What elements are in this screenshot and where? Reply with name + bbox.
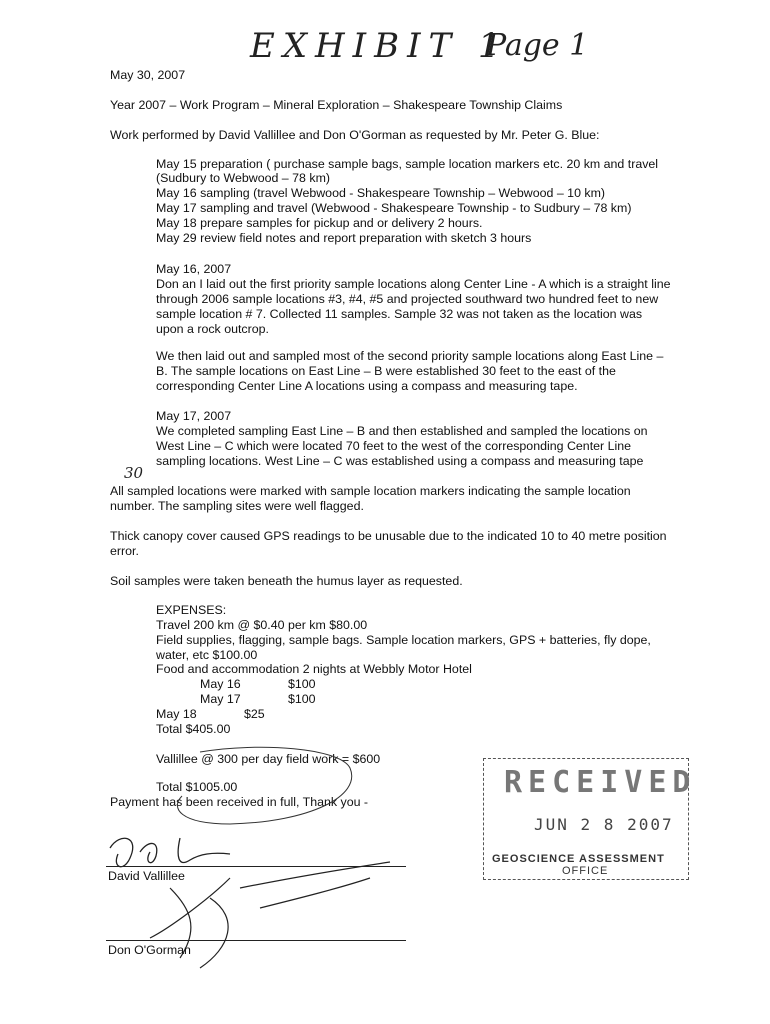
payment-line: Payment has been received in full, Thank you - [110,795,369,809]
signature-line-2 [106,940,406,941]
may17-date: May 17, 2007 [156,409,232,423]
may16-line: We then laid out and sampled most of the second priority sample locations along East Line – [156,349,664,363]
performed-by: Work performed by David Vallillee and Don O'Gorman as requested by Mr. Peter G. Blue: [110,128,600,142]
all-sampled-line: number. The sampling sites were well flagged. [110,499,364,513]
schedule-line: May 29 review field notes and report preparation with sketch 3 hours [156,231,532,245]
vallillee-line: Vallillee @ 300 per day field work = $600 [156,752,381,766]
expense-may18-label: May 18 [156,707,197,721]
exhibit-handwritten: EXHIBIT 1 [250,26,508,66]
letter-date: May 30, 2007 [110,68,186,82]
expense-supplies: Field supplies, flagging, sample bags. Sample location markers, GPS + batteries, fly dope, [156,633,651,647]
schedule-line: May 17 sampling and travel (Webwood - Shakespeare Township - to Sudbury – 78 km) [156,201,632,215]
grand-total: Total $1005.00 [156,780,238,794]
signature-don-ogorman [110,858,410,978]
handwritten-30: 30 [124,464,144,482]
stamp-date: JUN 2 8 2007 [534,815,674,834]
expense-may17-amount: $100 [288,692,316,706]
may17-line: We completed sampling East Line – B and then established and sampled the locations on [156,424,648,438]
may17-line: West Line – C which were located 70 feet to the west of the corresponding Center Line [156,439,632,453]
stamp-received-text: RECEIVED [504,765,697,800]
canopy-line: error. [110,544,139,558]
may16-line: B. The sample locations on East Line – B were established 30 feet to the east of the [156,364,616,378]
expense-travel: Travel 200 km @ $0.40 per km $80.00 [156,618,368,632]
expense-total: Total $405.00 [156,722,231,736]
schedule-line: May 18 prepare samples for pickup and or delivery 2 hours. [156,216,483,230]
schedule-line: May 15 preparation ( purchase sample bags, sample location markers etc. 20 km and travel [156,157,659,171]
expenses-heading: EXPENSES: [156,603,227,617]
may16-line: corresponding Center Line A locations using a compass and measuring tape. [156,379,578,393]
may17-line: sampling locations. West Line – C was established using a compass and measuring tape [156,454,644,468]
may16-date: May 16, 2007 [156,262,232,276]
may16-line: through 2006 sample locations #3, #4, #5 and projected southward two hundred feet to new [156,292,659,306]
schedule-line: May 16 sampling (travel Webwood - Shakespeare Township – Webwood – 10 km) [156,186,606,200]
expense-may16-amount: $100 [288,677,316,691]
expense-food: Food and accommodation 2 nights at Webbly Motor Hotel [156,662,472,676]
expense-supplies: water, etc $100.00 [156,648,258,662]
stamp-geoscience-text: GEOSCIENCE ASSESSMENT [492,853,665,865]
stamp-office-text: OFFICE [562,865,609,877]
signer-name-1: David Vallillee [108,869,185,883]
canopy-line: Thick canopy cover caused GPS readings to be unusable due to the indicated 10 to 40 metre position [110,529,667,543]
expense-may18-amount: $25 [244,707,265,721]
received-stamp [483,758,697,880]
expense-may17-label: May 17 [200,692,241,706]
may16-line: Don an I laid out the first priority sample locations along Center Line - A which is a straight line [156,277,671,291]
all-sampled-line: All sampled locations were marked with sample location markers indicating the sample location [110,484,631,498]
signer-name-2: Don O'Gorman [108,943,191,957]
may16-line: upon a rock outcrop. [156,322,269,336]
letter-subject: Year 2007 – Work Program – Mineral Exploration – Shakespeare Township Claims [110,98,563,112]
schedule-line: (Sudbury to Webwood – 78 km) [156,171,331,185]
expense-may16-label: May 16 [200,677,241,691]
page-handwritten: Page 1 [486,28,589,63]
may16-line: sample location # 7. Collected 11 samples. Sample 32 was not taken as the location was [156,307,643,321]
soil-line: Soil samples were taken beneath the humus layer as requested. [110,574,463,588]
handwritten-circle [140,738,380,828]
stamp-geoscience [492,853,665,877]
